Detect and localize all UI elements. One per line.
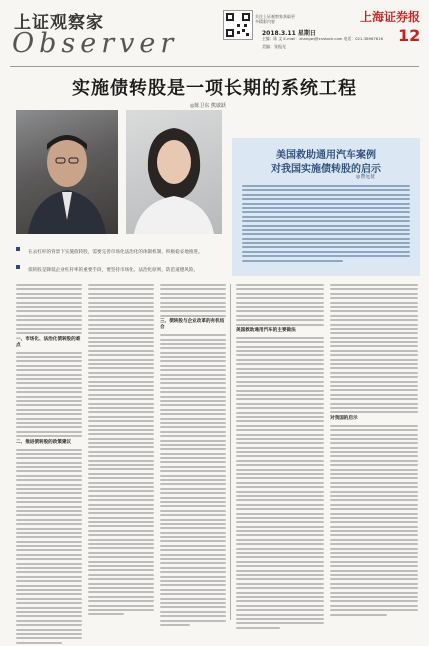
bullet-icon bbox=[16, 265, 20, 269]
feature-title-line2: 对我国实施债转股的启示 bbox=[271, 164, 381, 175]
feature-lead-text bbox=[242, 185, 410, 264]
qr-code-icon bbox=[223, 10, 253, 40]
column-title-cn: 上证观察家 bbox=[14, 13, 104, 33]
subhead-left-1: 一、市场化、法治化债转股的难点 bbox=[16, 336, 81, 348]
author-photo-female bbox=[126, 110, 222, 234]
column-title-en: Observer bbox=[12, 28, 179, 59]
caption-bullet-1: 在去杠杆的背景下实施债转股，需要完善市场化法治化的体制机制，积极稳妥地推进。 bbox=[16, 238, 226, 257]
subhead-right-1: 美国救助通用汽车的主要做法 bbox=[236, 327, 296, 333]
subhead-mid-1: 三、债转股与企业改革的有机结合 bbox=[160, 319, 225, 331]
qr-caption: 关注上证观察家获取更多精彩内容 bbox=[255, 14, 295, 24]
subhead-right-2: 对我国的启示 bbox=[330, 415, 358, 421]
article-divider bbox=[230, 284, 231, 620]
designer-line: 美编：张振光 bbox=[262, 44, 286, 49]
body-column-1 bbox=[16, 284, 82, 646]
body-column-5 bbox=[330, 284, 418, 618]
masthead-rule bbox=[10, 66, 419, 67]
headline-byline: ◎陈卫东 熊啟跃 bbox=[190, 103, 226, 109]
page-number: 12 bbox=[398, 26, 421, 45]
subhead-left-2: 二、推进债转股的政策建议 bbox=[16, 439, 72, 445]
body-columns bbox=[0, 284, 429, 624]
headline: 实施债转股是一项长期的系统工程 bbox=[72, 78, 357, 99]
date-line: 2018.3.11 星期日 bbox=[262, 30, 316, 37]
newspaper-logo: 上海证券报 bbox=[360, 10, 421, 24]
masthead bbox=[0, 0, 429, 70]
feature-box bbox=[232, 138, 420, 276]
body-column-4 bbox=[236, 284, 324, 631]
body-column-2 bbox=[88, 284, 154, 618]
editor-line: 主编：陈 文 E-mail：zhangwj@cnstock.com 电话：021-38967616 bbox=[262, 36, 384, 41]
body-column-3 bbox=[160, 284, 226, 628]
caption-bullet-2: 债转股是降低企业杠杆率的重要手段，要坚持市场化、法治化原则，防范道德风险。 bbox=[16, 256, 226, 275]
author-photo-male bbox=[16, 110, 118, 234]
feature-title-line1: 美国救助通用汽车案例 bbox=[276, 150, 376, 161]
feature-byline: ◎曹远征 bbox=[356, 174, 376, 180]
bullet-icon bbox=[16, 247, 20, 251]
